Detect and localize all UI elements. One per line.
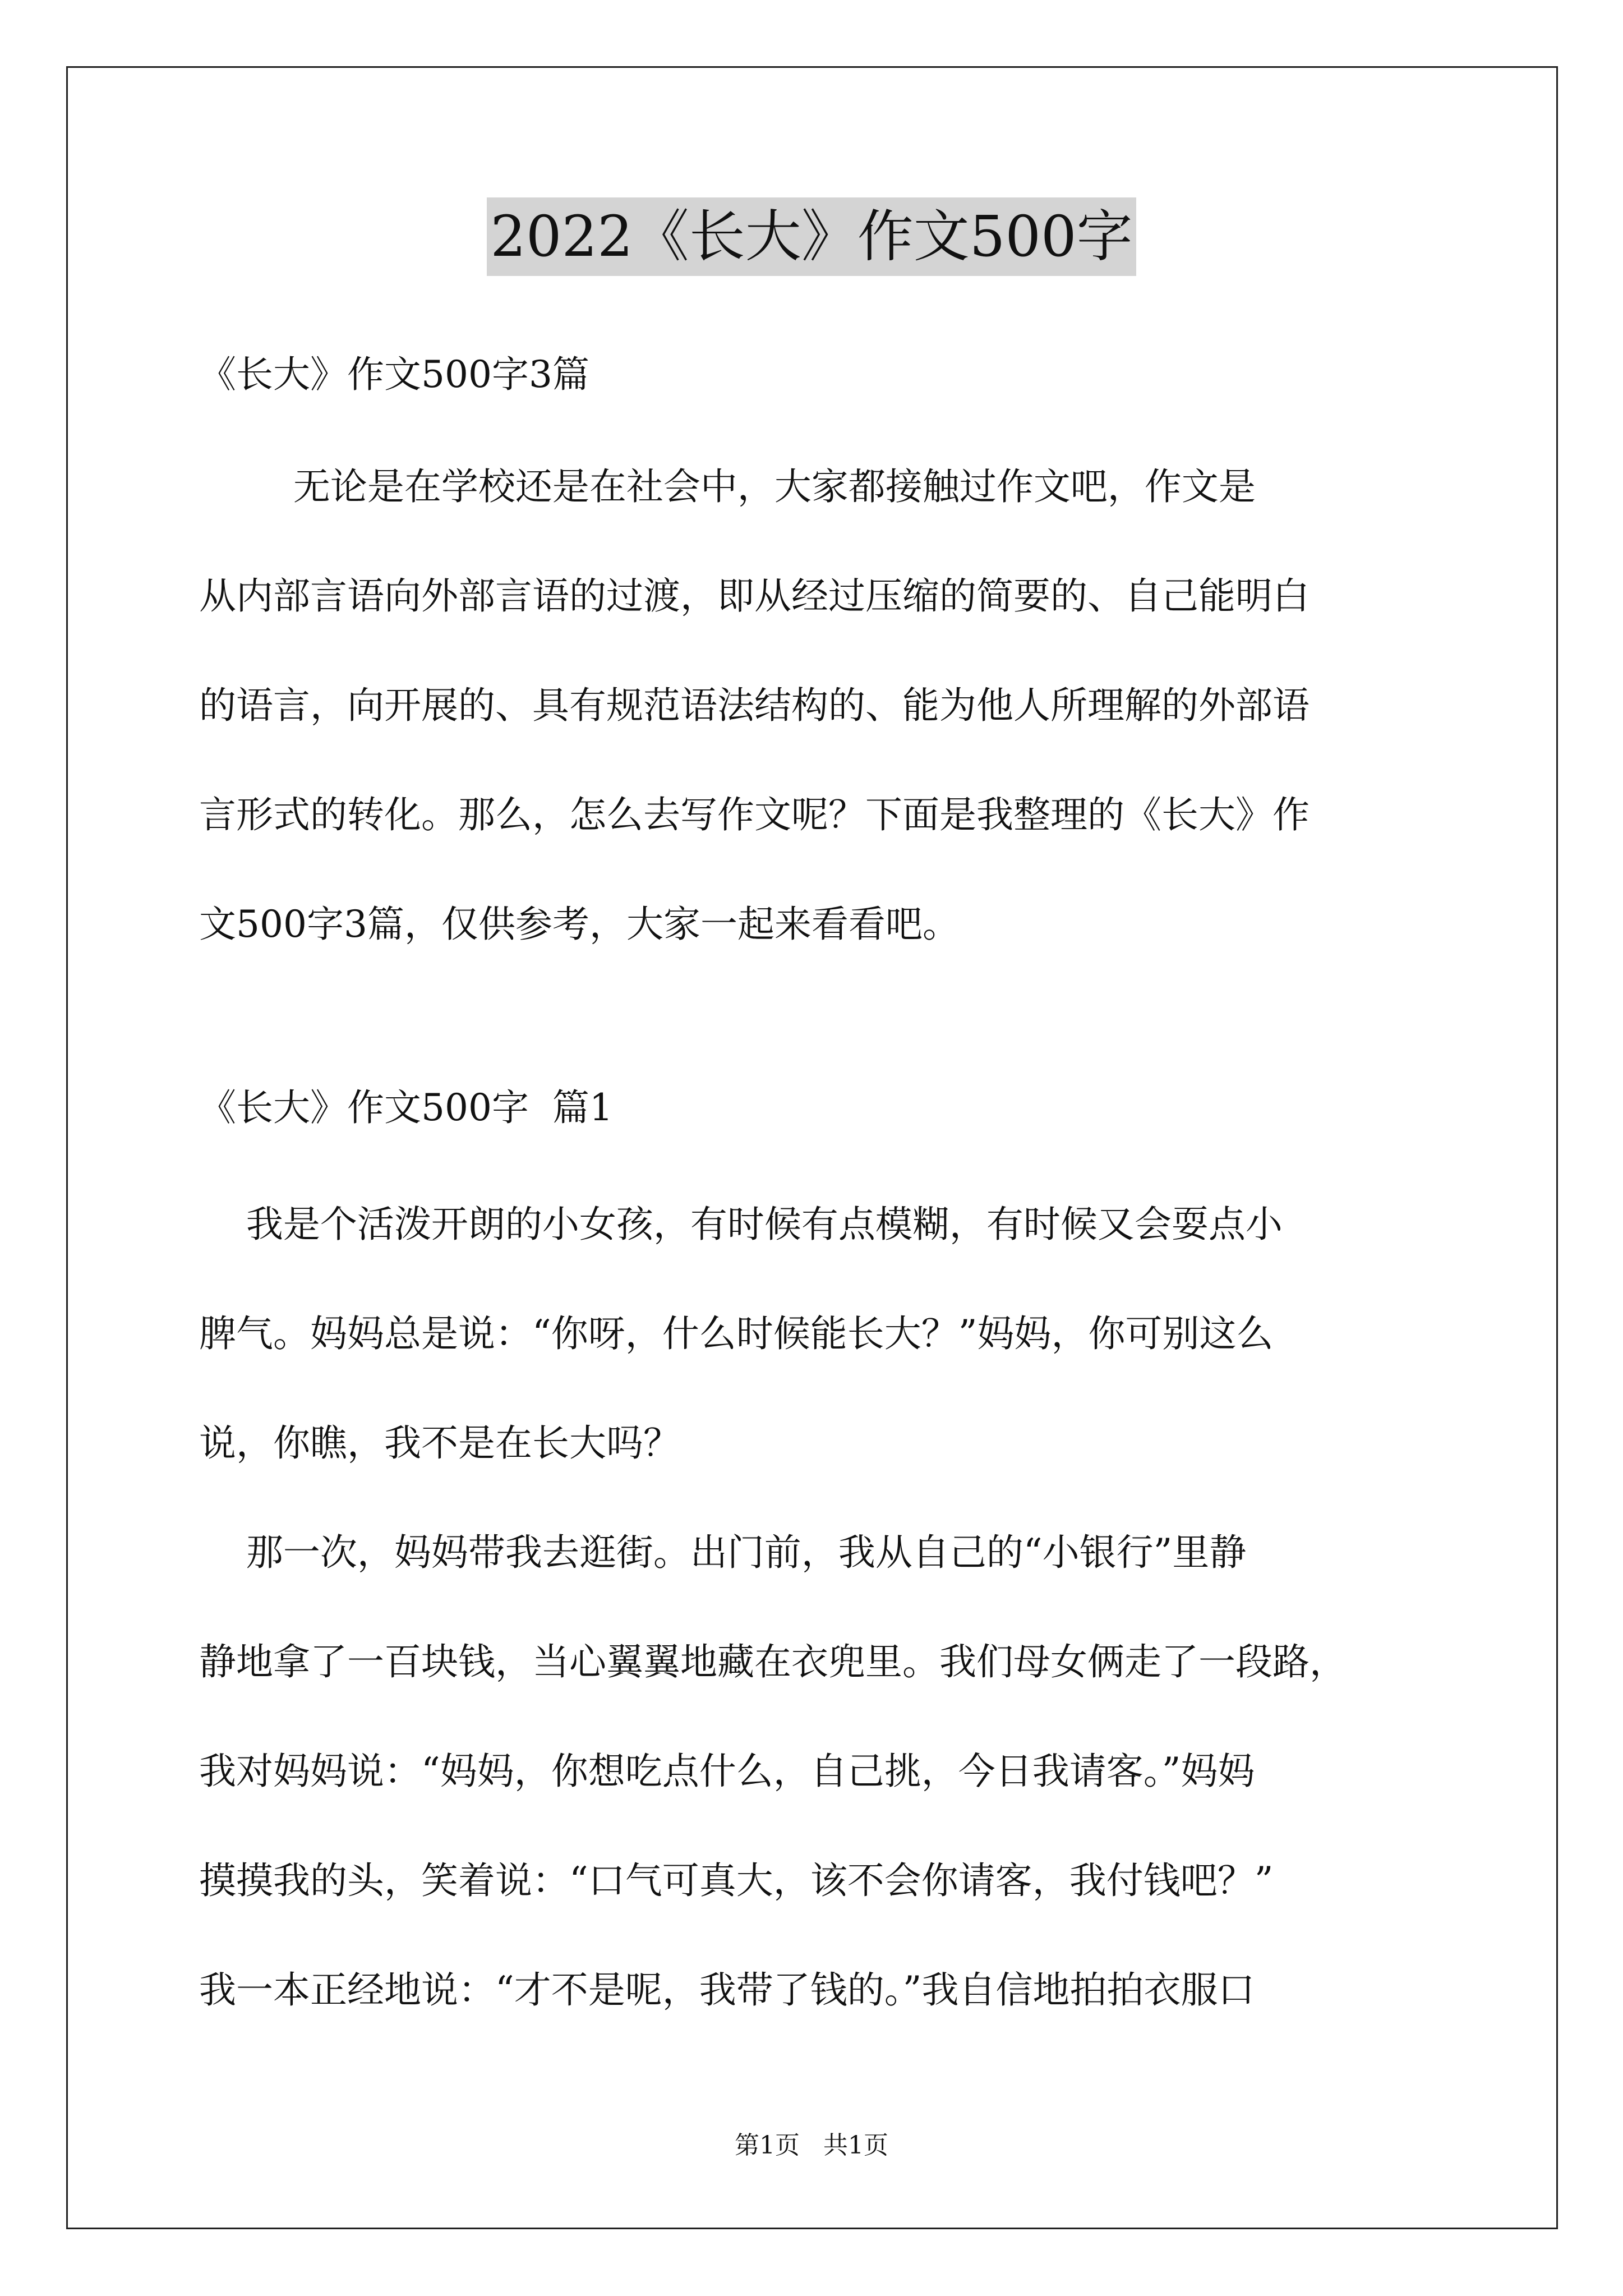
section-line-8: 我一本正经地说：“才不是呢，我带了钱的。”我自信地拍拍衣服口 [199,1968,1255,2012]
intro-line-5: 文500字3篇，仅供参考，大家一起来看看吧。 [199,903,960,946]
section-line-7: 摸摸我的头，笑着说：“口气可真大，该不会你请客，我付钱吧？” [199,1859,1274,1902]
section-heading: 《长大》作文500字 篇1 [199,1086,613,1129]
section-line-6: 我对妈妈说：“妈妈，你想吃点什么，自己挑，今日我请客。”妈妈 [199,1750,1255,1793]
section-line-4: 那一次，妈妈带我去逛街。出门前，我从自己的“小银行”里静 [199,1531,1247,1574]
intro-line-3: 的语言，向开展的、具有规范语法结构的、能为他人所理解的外部语 [199,684,1310,727]
section-line-2: 脾气。妈妈总是说：“你呀，什么时候能长大？”妈妈，你可别这么 [199,1312,1274,1355]
document-heading: 《长大》作文500字3篇 [199,353,589,396]
intro-line-1: 无论是在学校还是在社会中，大家都接触过作文吧，作文是 [199,465,1256,508]
page-footer: 第1页 共1页 [735,2131,888,2160]
section-line-3: 说，你瞧，我不是在长大吗？ [199,1421,680,1465]
document-title: 2022《长大》作文500字 [487,197,1136,276]
section-line-5: 静地拿了一百块钱，当心翼翼地藏在衣兜里。我们母女俩走了一段路， [199,1640,1347,1683]
title-container [0,197,1623,276]
section-line-1: 我是个活泼开朗的小女孩，有时候有点模糊，有时候又会耍点小 [199,1203,1283,1246]
intro-line-2: 从内部言语向外部言语的过渡，即从经过压缩的简要的、自己能明白 [199,574,1310,618]
intro-line-4: 言形式的转化。那么，怎么去写作文呢？下面是我整理的《长大》作 [199,793,1310,836]
